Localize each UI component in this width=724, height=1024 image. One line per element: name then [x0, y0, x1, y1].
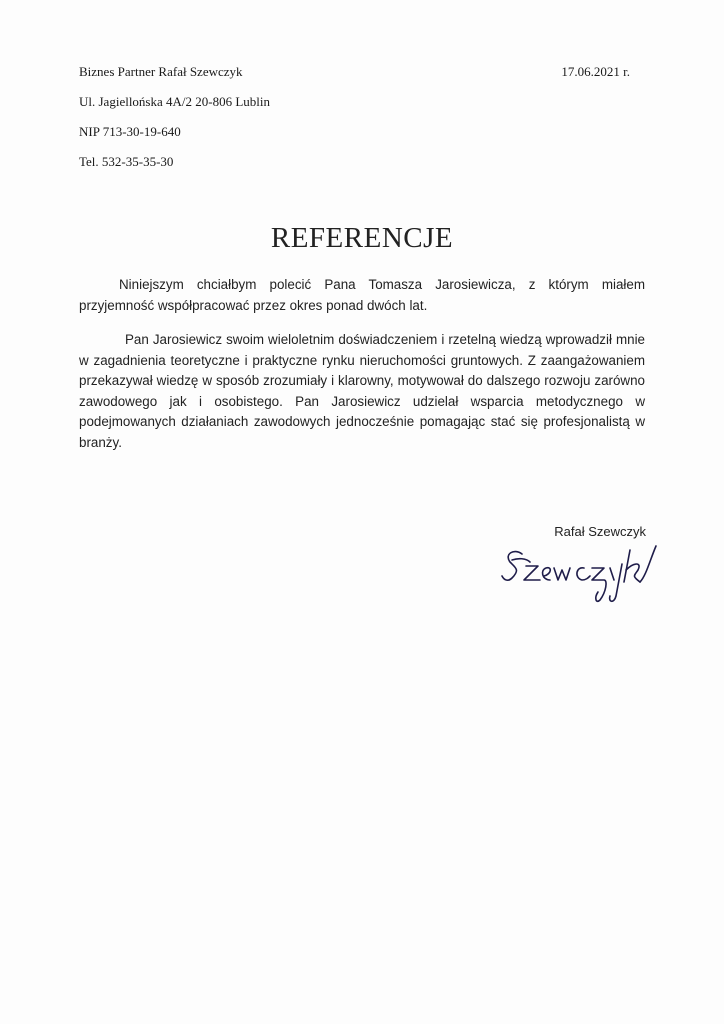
- document-title: REFERENCJE: [270, 222, 454, 254]
- paragraph-intro: Niniejszym chciałbym polecić Pana Tomasza Jarosiewicza, z którym miałem przyjemność współpracować przez okres ponad dwóch lat.: [79, 277, 645, 313]
- signature-strokes: [502, 546, 656, 601]
- document-date: 17.06.2021 r.: [561, 64, 630, 79]
- sender-company: Biznes Partner Rafał Szewczyk: [79, 64, 243, 79]
- sender-phone: Tel. 532-35-35-30: [79, 154, 174, 169]
- signer-name: Rafał Szewczyk: [554, 524, 646, 539]
- sender-nip: NIP 713-30-19-640: [79, 124, 181, 139]
- letter-body: [79, 275, 645, 467]
- handwritten-signature-icon: [500, 540, 680, 610]
- sender-block: [79, 64, 270, 184]
- paragraph-main: Pan Jarosiewicz swoim wieloletnim doświadczeniem i rzetelną wiedzą wprowadził mnie w zagadnienia teoretyczne i praktyczne rynku nieruchomości gruntowych. Z zaangażowaniem przekazywał wiedzę w sposób zrozumiały i klarowny, motywował do dalszego rozwoju zarówno zawodowego jak i osobistego. Pan Jarosiewicz udzielał wsparcia metodycznego w podejmowanych działaniach zawodowych jednocześnie pomagając stać się profesjonalistą w branży.: [79, 332, 645, 450]
- sender-address: Ul. Jagiellońska 4A/2 20-806 Lublin: [79, 94, 271, 109]
